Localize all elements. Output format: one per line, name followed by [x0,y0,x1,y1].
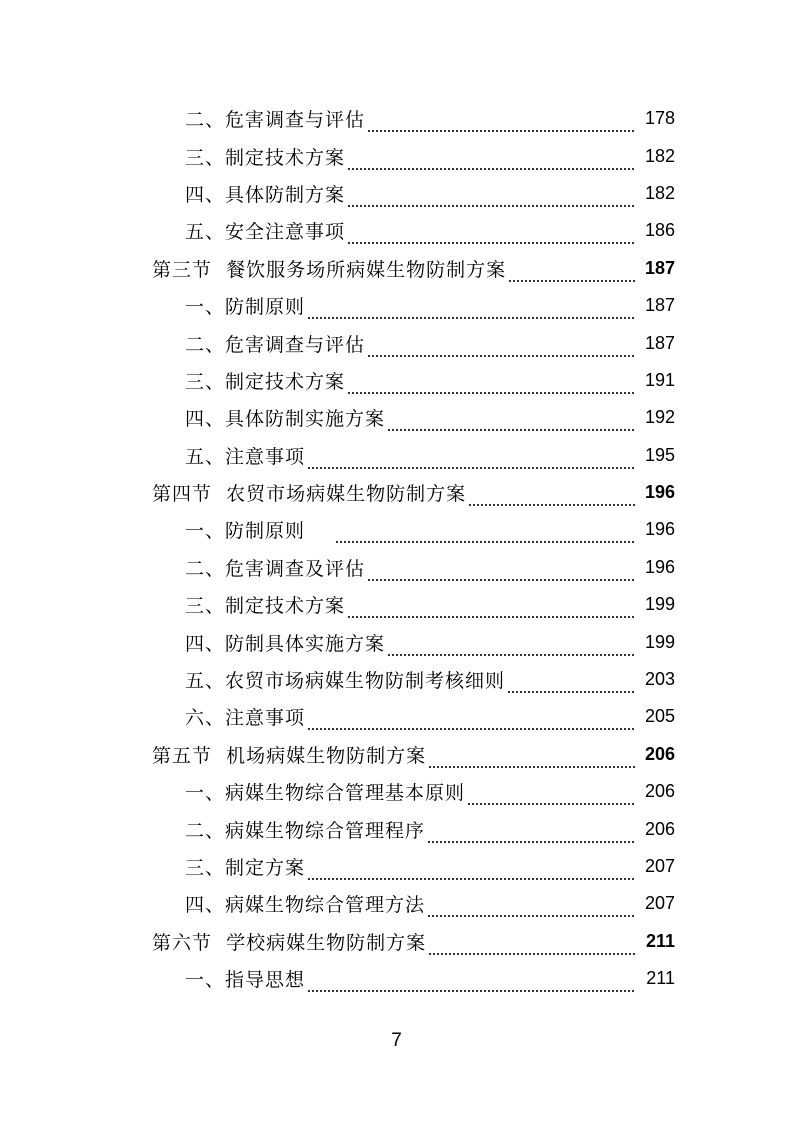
toc-entry-title: 二、危害调查与评估 [185,333,366,356]
toc-entry-title: 四、具体防制方案 [185,183,346,206]
toc-entry-title: 四、病媒生物综合管理方法 [185,894,426,917]
toc-entry[interactable] [0,212,793,249]
toc-leader-dots [347,189,635,208]
toc-entry-title: 四、防制具体实施方案 [185,632,386,655]
toc-leader-dots [428,750,635,769]
toc-entry[interactable] [0,661,793,698]
toc-leader-dots [347,152,635,171]
toc-entry[interactable] [0,287,793,324]
toc-section-page: 206 [644,743,675,764]
toc-entry-title: 三、制定技术方案 [185,595,346,618]
toc-entry[interactable] [0,175,793,212]
toc-leader-dots [307,974,635,993]
toc-section-entry[interactable] [0,923,793,960]
toc-entry-page: 192 [644,407,675,428]
toc-entry[interactable] [0,511,793,548]
toc-entry-page: 187 [644,332,675,353]
toc-section-page: 196 [644,482,675,503]
page-number: 7 [391,1030,402,1051]
toc-leader-dots [367,563,635,582]
toc-leader-dots [507,675,635,694]
toc-section-page: 211 [645,930,675,951]
toc-entry[interactable] [0,848,793,885]
toc-entry-title: 四、具体防制实施方案 [185,408,386,431]
toc-entry-title: 五、注意事项 [185,445,306,468]
toc-leader-dots [508,264,635,283]
toc-entry-page: 207 [644,856,675,876]
toc-entry-title: 二、病媒生物综合管理程序 [185,819,426,842]
toc-entry-page: 207 [644,893,675,914]
toc-entry-page: 196 [644,556,675,577]
toc-entry[interactable] [0,399,793,436]
toc-section-entry[interactable] [0,250,793,287]
toc-section-entry[interactable] [0,736,793,773]
toc-leader-dots [387,413,635,432]
toc-leader-dots [427,825,635,844]
toc-entry-title: 二、危害调查与评估 [185,109,366,132]
toc-entry-title: 一、防制原则 [185,520,334,543]
toc-entry-page: 186 [644,220,675,241]
toc-entry-page: 206 [644,818,675,839]
toc-leader-dots [307,451,635,470]
toc-leader-dots [347,600,635,619]
toc-entry-title: 五、农贸市场病媒生物防制考核细则 [185,670,506,693]
toc-entry-page: 211 [646,968,675,989]
toc-entry-title: 一、指导思想 [185,969,306,992]
toc-entry-page: 199 [644,594,675,615]
toc-entry-page: 203 [644,669,675,690]
toc-leader-dots [335,525,635,544]
toc-section-title: 第六节 学校病媒生物防制方案 [152,931,427,954]
toc-entry[interactable] [0,549,793,586]
toc-entry[interactable] [0,100,793,137]
toc-entry-page: 182 [644,182,675,203]
toc-entry-page: 205 [644,706,675,727]
toc-entry[interactable] [0,437,793,474]
toc-leader-dots [367,114,635,133]
toc-entry-title: 二、危害调查及评估 [185,557,366,580]
toc-leader-dots [307,862,635,881]
toc-leader-dots [467,787,635,806]
toc-section-page: 187 [644,257,675,278]
toc-entry-title: 三、制定方案 [185,857,306,879]
toc-entry-page: 182 [644,145,675,166]
toc-entry-title: 三、制定技术方案 [185,146,346,169]
toc-entry[interactable] [0,623,793,660]
toc-leader-dots [387,638,635,657]
toc-entry[interactable] [0,586,793,623]
toc-leader-dots [307,301,635,320]
toc-entry-title: 六、注意事项 [185,707,306,730]
toc-leader-dots [428,937,635,956]
toc-entry-page: 199 [644,631,675,652]
toc-entry-page: 196 [644,519,675,540]
table-of-contents [0,100,793,997]
toc-section-title: 第三节 餐饮服务场所病媒生物防制方案 [152,258,507,281]
toc-entry-title: 三、制定技术方案 [185,370,346,393]
toc-section-entry[interactable] [0,474,793,511]
toc-leader-dots [427,899,635,918]
toc-entry-title: 一、病媒生物综合管理基本原则 [185,782,466,805]
toc-leader-dots [347,226,635,245]
toc-entry-page: 206 [644,781,675,802]
toc-entry-page: 195 [644,444,675,465]
toc-entry[interactable] [0,960,793,997]
toc-leader-dots [468,488,635,507]
toc-entry-page: 178 [644,108,675,129]
toc-entry[interactable] [0,137,793,174]
toc-entry[interactable] [0,810,793,847]
toc-entry-title: 一、防制原则 [185,296,306,319]
toc-entry-title: 五、安全注意事项 [185,221,346,244]
toc-entry[interactable] [0,885,793,922]
toc-section-title: 第五节 机场病媒生物防制方案 [152,744,427,767]
toc-entry-page: 187 [644,295,675,316]
toc-leader-dots [367,339,635,358]
toc-entry[interactable] [0,773,793,810]
toc-entry[interactable] [0,324,793,361]
toc-entry[interactable] [0,362,793,399]
toc-entry[interactable] [0,698,793,735]
toc-leader-dots [307,712,635,731]
toc-section-title: 第四节 农贸市场病媒生物防制方案 [152,483,467,506]
toc-entry-page: 191 [644,369,675,390]
toc-leader-dots [347,376,635,395]
